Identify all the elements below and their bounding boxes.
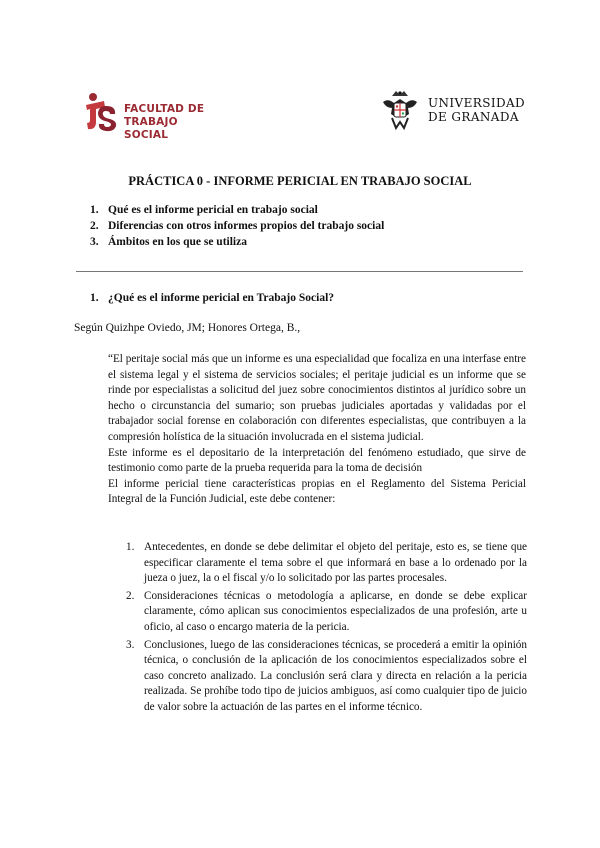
horizontal-divider <box>76 271 523 272</box>
university-crest-icon <box>378 88 422 132</box>
toc-item-number: 1. <box>90 204 99 216</box>
list-item-number: 2. <box>126 589 135 602</box>
list-item-text: Conclusiones, luego de las consideraciones técnicas, se procederá a emitir la opinión técnica, o conclusión de la aplicación de los conocimientos especializados sobre el caso concreto analizado. La conclusión será clara y directa en relación a la pericia realizada. Se prohíbe todo tipo de juicios ambiguos, así como cualquier tipo de juicio de valor sobre la actuación de las partes en el informe técnico. <box>144 638 527 713</box>
list-item <box>126 638 527 716</box>
toc-item-label: Ámbitos en los que se utiliza <box>108 236 247 248</box>
page-title: PRÁCTICA 0 - INFORME PERICIAL EN TRABAJO SOCIAL <box>128 174 472 188</box>
quote-paragraph: El informe pericial tiene características propias en el Reglamento del Sistema Pericial Integral de la Función Judicial, este debe contener: <box>108 477 526 506</box>
requirements-list <box>126 540 527 718</box>
toc-item <box>90 202 384 218</box>
university-logo-line2: DE GRANADA <box>428 110 519 124</box>
toc-item-number: 3. <box>90 236 99 248</box>
list-item-text: Antecedentes, en donde se debe delimitar el objeto del peritaje, esto es, se tiene que especificar claramente el tema sobre el que informará en base a lo ordenado por la jueza o juez, la o el fiscal y/o lo solicitado por las partes procesales. <box>144 541 527 585</box>
list-item-number: 1. <box>126 541 135 553</box>
author-citation: Según Quizhpe Oviedo, JM; Honores Ortega, B., <box>74 322 301 334</box>
table-of-contents <box>90 202 384 250</box>
quote-paragraph: Este informe es el depositario de la interpretación del fenómeno estudiado, que sirve de testimonio como parte de la prueba requerida para la toma de decisión <box>108 446 526 475</box>
section-number: 1. <box>90 292 99 304</box>
quote-paragraph: “El peritaje social más que un informe es una especialidad que focaliza en una interfase entre el sistema legal y el sistema de servicios sociales; el peritaje judicial es un informe que se rinde por especialistas a solicitud del juez sobre conocimientos distintos al jurídico sobre un hecho o circunstancia del sumario; son pruebas judiciales aportadas y validadas por el trabajador social forense en colaboración con diferentes especialistas, que contribuyen a la compresión holística de la situación involucrada en el sistema judicial. <box>108 353 526 443</box>
faculty-logo <box>84 92 224 141</box>
list-item <box>126 589 527 636</box>
section-title: ¿Qué es el informe pericial en Trabajo Social? <box>108 292 335 304</box>
quote-block <box>108 352 526 508</box>
university-logo-line1: UNIVERSIDAD <box>428 96 526 110</box>
toc-item-label: Diferencias con otros informes propios del trabajo social <box>108 220 385 232</box>
faculty-logo-line1: FACULTAD DE <box>124 103 205 115</box>
list-item-number: 3. <box>126 638 135 651</box>
list-item-text: Consideraciones técnicas o metodología a aplicarse, en donde se debe explicar claramente, cómo aplican sus conocimientos especializados de una profesión, arte u oficio, al caso o encargo materia de la pericia. <box>144 589 527 633</box>
faculty-logo-icon <box>84 92 118 132</box>
faculty-logo-line2: TRABAJO SOCIAL <box>124 116 178 141</box>
section-heading <box>90 292 334 304</box>
toc-item-label: Qué es el informe pericial en trabajo social <box>108 204 318 216</box>
list-item <box>126 540 527 587</box>
toc-item <box>90 218 384 234</box>
toc-item <box>90 234 384 250</box>
toc-item-number: 2. <box>90 220 99 232</box>
university-logo <box>378 88 538 134</box>
